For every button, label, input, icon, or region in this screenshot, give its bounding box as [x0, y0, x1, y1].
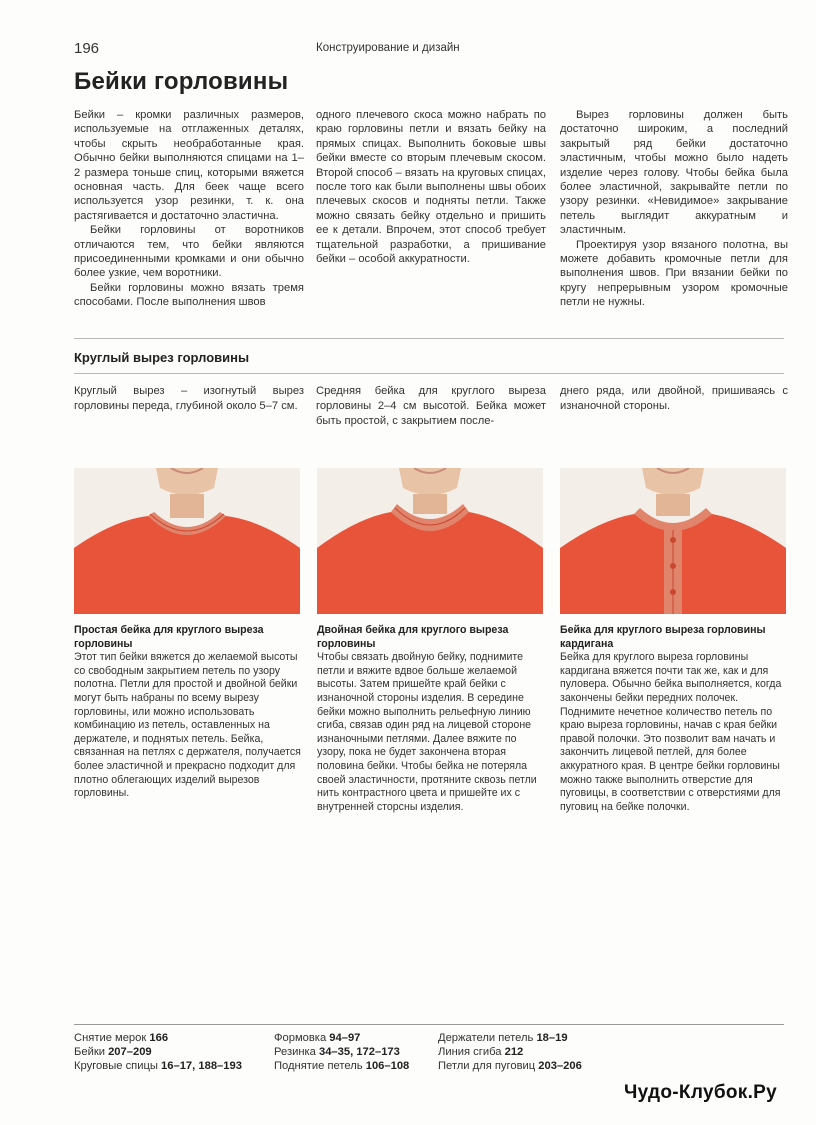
cross-ref-item: Петли для пуговиц 203–206: [438, 1060, 582, 1073]
section-text-1: Круглый вырез – изогнутый вырез горловины переда, глубиной около 5–7 см.: [74, 385, 304, 412]
caption-cardigan: [560, 624, 788, 814]
section-text-2: Средняя бейка для круглого выреза горловины 2–4 см высотой. Бейка может быть простой, с закрытием после-: [316, 385, 546, 427]
intro-paragraph: Бейки горловины можно вязать тремя способами. После выполнения швов: [74, 281, 304, 309]
running-head: Конструирование и дизайн: [316, 42, 460, 54]
intro-paragraph: Бейки горловины от воротников отличаются тем, что бейки являются присоединенными кромками и они обычно более узкие, чем воротники.: [74, 224, 304, 280]
cross-ref-item: Круговые спицы 16–17, 188–193: [74, 1060, 242, 1073]
photo-cardigan-neckband: [560, 468, 786, 614]
cross-ref-column-2: [274, 1031, 409, 1074]
section-text-3: днего ряда, или двойной, пришиваясь с изнаночной стороны.: [560, 385, 788, 412]
cross-ref-item: Резинка 34–35, 172–173: [274, 1046, 400, 1059]
caption-text: Этот тип бейки вяжется до желаемой высоты со свободным закрытием петель по узору полотна. Петли для простой и двойной бейки могут быть набраны по всему вырезу горловины, или можно использовать комбинацию из петель, оставленных на держателе, и поднятых петель. Бейка, связанная на петлях с держателя, получается более эластичной и прекрасно подходит для плотно облегающих изделий вырезов горловины.: [74, 651, 301, 800]
watermark: Чудо-Клубок.Ру: [624, 1082, 777, 1103]
intro-paragraph: Проектируя узор вязаного полотна, вы можете добавить кромочные петли для выполнения швов. При вязании бейки по кругу непрерывным узором кромочные петли не нужны.: [560, 238, 788, 309]
photo-double-neckband: [317, 468, 543, 614]
caption-title: Бейка для круглого выреза горловины кардигана: [560, 624, 766, 650]
cross-ref-item: Поднятие петель 106–108: [274, 1060, 410, 1073]
footer-divider: [74, 1024, 784, 1025]
section-divider: [74, 338, 784, 339]
caption-simple: [74, 624, 302, 801]
intro-paragraph: одного плечевого скоса можно набрать по краю горловины петли и вязать бейку на прямых спицах. Выполнить боковые швы бейки вместе со вторым плечевым скосом. Второй способ – вязать на круговых спицах, после того как были выполнены швы обоих плечевых скосов и подняты петли. Также можно связать бейку отдельно и пришить ее к детали. Впрочем, этот способ требует тщательной разработки, а пришивание бейки – особой аккуратности.: [316, 109, 546, 266]
intro-column-3: [560, 108, 788, 310]
cross-ref-item: Бейки 207–209: [74, 1046, 152, 1059]
cross-ref-item: Снятие мерок 166: [74, 1032, 169, 1044]
caption-text: Чтобы связать двойную бейку, поднимите петли и вяжите вдвое больше желаемой высоты. Затем пришейте край бейки с изнаночной стороны изделия. В середине бейки можно выполнить рельефную линию сгиба, связав один ряд на лицевой стороне изнаночными петлями. Далее вяжите по узору, пока не будет закончена вторая половина бейки. Чтобы бейка не потеряла своей эластичности, протяните сквозь петли нить контрастного цвета и пришейте их с внутренней сторсны изделия.: [317, 651, 537, 813]
page-number: 196: [74, 40, 100, 57]
intro-paragraph: Вырез горловины должен быть достаточно широким, а последний закрытый ряд бейки достаточно эластичным, чтобы можно было надеть изделие через голову. Чтобы бейка была более эластичной, закрывайте петли по узору резинки. «Невидимое» закрывание петель выглядит аккуратным и эластичным.: [560, 109, 788, 237]
cross-ref-column-1: [74, 1031, 242, 1074]
caption-title: Двойная бейка для круглого выреза горловины: [317, 624, 509, 650]
cross-ref-item: Линия сгиба 212: [438, 1046, 524, 1059]
section-divider: [74, 373, 784, 374]
intro-paragraph: Бейки – кромки различных размеров, используемые на отглаженных деталях, чтобы скрыть необработанные края. Обычно бейки выполняются спицами на 1–2 размера тоньше спиц, которыми вяжется основная часть. Для беек чаще всего используется узор резинки, т. к. она растягивается и достаточно эластична.: [74, 109, 304, 222]
section-title: Круглый вырез горловины: [74, 350, 250, 365]
caption-text: Бейка для круглого выреза горловины кардигана вяжется почти так же, как и для пуловера. Обычно бейка выполняется, когда закончены бейки передних полочек. Поднимите нечетное количество петель по краю выреза горловины, начав с края бейки правой полочки. Это позволит вам начать и закончить лицевой петлей, для более аккуратного края. В центре бейки горловины можно также выполнить отверстие для пуговицы, в соответствии с отверстиями для пуговиц на бейке полочки.: [560, 651, 782, 813]
photo-simple-neckband: [74, 468, 300, 614]
cross-ref-column-3: [438, 1031, 582, 1074]
caption-title: Простая бейка для круглого выреза горловины: [74, 624, 264, 650]
intro-column-2: [316, 108, 546, 266]
caption-double: [317, 624, 545, 814]
cross-ref-item: Формовка 94–97: [274, 1032, 361, 1044]
cross-ref-item: Держатели петель 18–19: [438, 1032, 568, 1044]
page-title: Бейки горловины: [74, 68, 289, 95]
intro-column-1: [74, 108, 304, 310]
